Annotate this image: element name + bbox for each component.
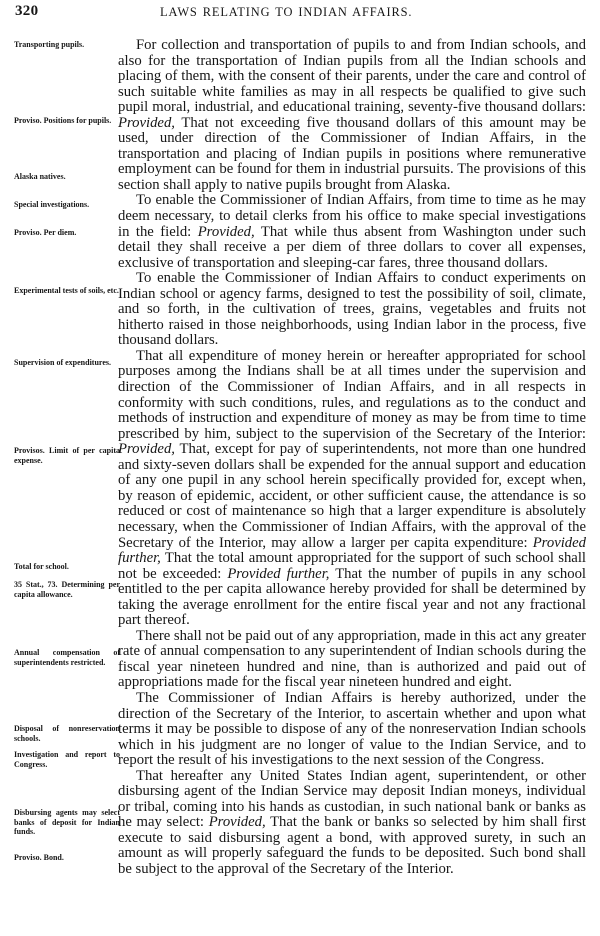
margin-note-supervision-of-expenditures: Supervision of expenditures.	[14, 358, 111, 367]
paragraph-nonreservation-schools	[118, 691, 586, 769]
text-run: That all expenditure of money herein or hereafter appropriated for school purposes among the Indians shall be at all times under the supervision and direction of the Commissioner of Indian Affairs, and in all respects in conformity with such conditions, rules, and regulations as to the conduct and methods of instruction and expenditure of money as may be from time to time prescribed by him, subject to the supervision of the Secretary of the Interior:	[118, 347, 586, 442]
margin-note-transporting-pupils: Transporting pupils.	[14, 40, 85, 49]
running-head: LAWS RELATING TO INDIAN AFFAIRS.	[160, 5, 413, 19]
text-run: To enable the Commissioner of Indian Affairs to conduct experiments on Indian school or agency farms, designed to test the possibility of soil, climate, and so forth, in the cultivation of trees, grains, vegetables and fruits not hitherto raised in those neighborhoods, using Indian labor in the process, five thousand dollars.	[118, 270, 586, 349]
margin-note-nonreservation-schools: Disposal of nonreservation schools.	[14, 724, 120, 743]
page-number: 320	[15, 3, 39, 19]
margin-note-disbursing-agents: Disbursing agents may select banks of deposit for Indian funds.	[14, 808, 120, 836]
text-run: That hereafter any United States Indian agent, superintendent, or other disbursing agent of the Indian Service may deposit Indian moneys, individual or tribal, coming into his hands as custodian, in such national bank or banks as he may select:	[118, 767, 586, 831]
text-run: For collection and transportation of pupils to and from Indian schools, and also for the transportation of Indian pupils from all the Indian schools and placing of them, with the consent of their parents, under the care and control of such suitable white families as may in all respects be qualified to give such pupil moral, industrial, and educational training, seventy-five thousand dollars:	[118, 37, 586, 116]
text-run: That not exceeding five thousand dollars of this amount may be used, under direction of the Commissioner of Indian Affairs, in the transportation and placing of Indian pupils in positions where remunerative employment can be found for them in industrial pursuits. The provisions of this section shall apply to native pupils brought from Alaska.	[118, 114, 586, 193]
proviso-phrase: Provided,	[118, 441, 175, 458]
margin-note-total-for-school: Total for school.	[14, 562, 69, 571]
text-run: To enable the Commissioner of Indian Affairs, from time to time as he may deem necessary, to detail clerks from his office to make special investigations in the field:	[118, 192, 586, 240]
margin-note-limit-per-capita: Provisos. Limit of per capita expense.	[14, 446, 120, 465]
text-run: That the total amount appropriated for the support of such school shall not be exceeded:	[118, 550, 586, 582]
proviso-phrase: Provided,	[208, 814, 266, 831]
margin-note-investigation-report: Investigation and report to Congress.	[14, 750, 120, 769]
proviso-phrase: Provided further,	[118, 534, 586, 567]
margin-note-experimental-tests: Experimental tests of soils, etc.	[14, 286, 119, 295]
text-run: The Commissioner of Indian Affairs is hereby authorized, under the direction of the Secretary of the Interior, to ascertain whether and upon what terms it may be possible to dispose of any of the nonreservation Indian schools which in his judgment are no longer of value to the Indian Service, and to report the result of his investigations to the next session of the Congress.	[118, 689, 586, 769]
proviso-phrase: Provided further,	[227, 565, 330, 582]
margin-note-annual-compensation: Annual compensation of superintendents restricted.	[14, 648, 120, 667]
margin-note-alaska-natives: Alaska natives.	[14, 172, 66, 181]
body-text	[118, 38, 586, 878]
paragraph-transportation	[118, 38, 586, 193]
proviso-phrase: Provided,	[197, 223, 255, 240]
margin-note-special-investigations: Special investigations.	[14, 200, 90, 209]
margin-note-per-diem: Proviso. Per diem.	[14, 228, 77, 237]
text-run: That the bank or banks so selected by him shall first execute to said disbursing agent a bond, with approved surety, in such an amount as will properly safeguard the funds to be deposited. Such bond shall be subject to the approval of the Secretary of the Interior.	[118, 814, 586, 877]
paragraph-disbursing-agents	[118, 769, 586, 878]
margin-note-per-capita-allowance: 35 Stat., 73. Determining per capita allowance.	[14, 580, 120, 599]
margin-note-bond: Proviso. Bond.	[14, 853, 64, 862]
margin-note-positions-for-pupils: Proviso. Positions for pupils.	[14, 116, 112, 125]
paragraph-special-investigations	[118, 193, 586, 271]
paragraph-supervision-of-expenditure	[118, 349, 586, 629]
paragraph-superintendent-compensation	[118, 629, 586, 691]
proviso-phrase: Provided,	[118, 114, 175, 131]
text-run: That while thus absent from Washington under such detail they shall receive a per diem of three dollars to cover all expenses, exclusive of transportation and sleeping-car fares, three thousand dollars.	[118, 223, 586, 271]
text-run: There shall not be paid out of any appropriation, made in this act any greater rate of annual compensation to any superintendent of Indian schools during the fiscal year nineteen hundred and nine, than is authorized and paid out of appropriations made for the fiscal year nineteen hundred and eight.	[118, 627, 586, 691]
paragraph-experimental-farms	[118, 271, 586, 349]
text-run: That, except for pay of superintendents, not more than one hundred and sixty-seven dollars shall be expended for the annual support and education of any one pupil in any school herein specifically provided for, except when, by reason of epidemic, accident, or other sufficient cause, the attendance is so reduced or cost of maintenance so high that a larger expenditure is absolutely necessary, when the Commissioner of Indian Affairs, with the approval of the Secretary of the Interior, may allow a larger per capita expenditure:	[118, 441, 586, 551]
text-run: That the number of pupils in any school entitled to the per capita allowance hereby provided for shall be determined by taking the average enrollment for the entire fiscal year and not any fractional part thereof.	[118, 565, 586, 629]
